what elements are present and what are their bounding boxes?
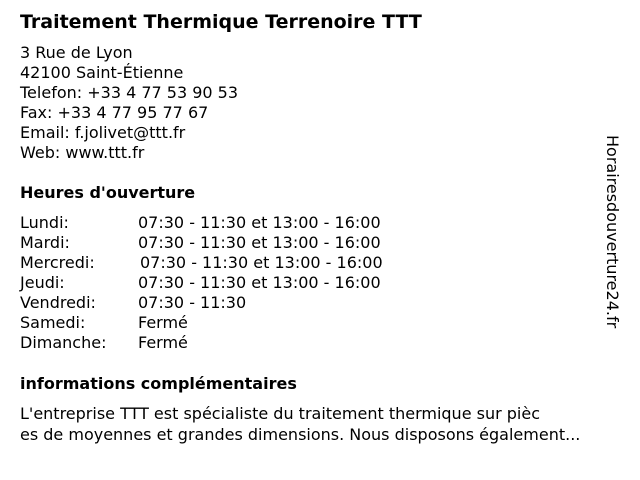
day-label: Mercredi: xyxy=(20,253,95,272)
hours-row-sunday xyxy=(20,333,440,353)
day-hours: 07:30 - 11:30 et 13:00 - 16:00 xyxy=(140,253,383,272)
description-line: es de moyennes et grandes dimensions. Nous disposons également... xyxy=(20,425,581,444)
phone-line: Telefon: +33 4 77 53 90 53 xyxy=(20,83,239,102)
address-city: 42100 Saint-Étienne xyxy=(20,63,184,82)
address-street: 3 Rue de Lyon xyxy=(20,43,133,62)
hours-row-wednesday xyxy=(20,253,440,273)
day-label: Jeudi: xyxy=(20,273,65,292)
hours-row-friday xyxy=(20,293,440,313)
day-hours: 07:30 - 11:30 xyxy=(138,293,247,312)
day-label: Samedi: xyxy=(20,313,86,332)
opening-hours-table xyxy=(20,213,440,353)
hours-row-tuesday xyxy=(20,233,440,253)
day-label: Lundi: xyxy=(20,213,69,232)
additional-info-heading: informations complémentaires xyxy=(20,374,297,393)
day-label: Vendredi: xyxy=(20,293,96,312)
day-label: Mardi: xyxy=(20,233,70,252)
contact-block xyxy=(20,43,238,163)
day-hours: 07:30 - 11:30 et 13:00 - 16:00 xyxy=(138,213,381,232)
description-line: L'entreprise TTT est spécialiste du traitement thermique sur pièc xyxy=(20,404,541,423)
email-line: Email: f.jolivet@ttt.fr xyxy=(20,123,186,142)
company-description xyxy=(20,403,632,445)
site-watermark: Horairesdouverture24.fr xyxy=(603,135,622,329)
hours-row-thursday xyxy=(20,273,440,293)
web-line: Web: www.ttt.fr xyxy=(20,143,145,162)
hours-row-saturday xyxy=(20,313,440,333)
day-hours: Fermé xyxy=(138,333,188,352)
fax-line: Fax: +33 4 77 95 77 67 xyxy=(20,103,209,122)
company-name: Traitement Thermique Terrenoire TTT xyxy=(20,11,422,33)
hours-row-monday xyxy=(20,213,440,233)
day-hours: 07:30 - 11:30 et 13:00 - 16:00 xyxy=(138,233,381,252)
day-label: Dimanche: xyxy=(20,333,107,352)
opening-hours-heading: Heures d'ouverture xyxy=(20,183,196,202)
day-hours: 07:30 - 11:30 et 13:00 - 16:00 xyxy=(138,273,381,292)
day-hours: Fermé xyxy=(138,313,188,332)
